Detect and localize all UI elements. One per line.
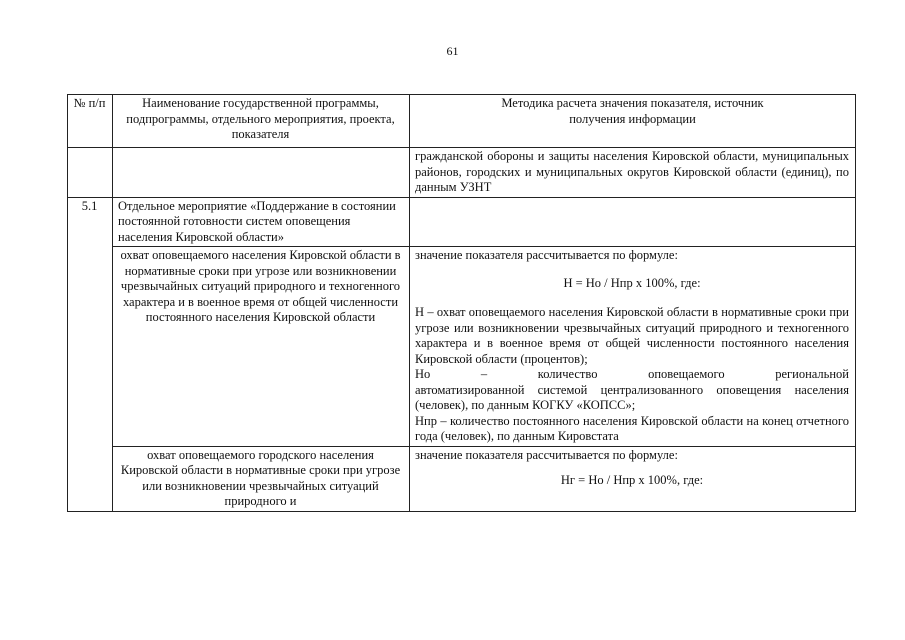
empty-cell — [68, 148, 113, 198]
continuation-text: гражданской обороны и защиты населения Кировской области, муниципальных районов, городских и муниципальных округов Кировской области (единиц), по данным УЗНТ — [410, 148, 856, 198]
indicator-1-method — [410, 247, 856, 447]
item-number: 5.1 — [68, 197, 113, 511]
indicator-1-name: охват оповещаемого населения Кировской области в нормативные сроки при угрозе или возникновении чрезвычайных ситуаций природного и техногенного характера и в военное время от общей численности постоянного населения Кировской области — [113, 247, 410, 447]
indicator-1-intro: значение показателя рассчитывается по формуле: — [415, 248, 678, 262]
indicator-2-name: охват оповещаемого городского населения Кировской области в нормативные сроки при угрозе или возникновении чрезвычайных ситуаций природного и — [113, 446, 410, 511]
indicator-1-formula: Н = Но / Нпр х 100%, где: — [563, 275, 701, 290]
header-name: Наименование государственной программы, подпрограммы, отдельного мероприятия, проекта, показателя — [113, 95, 410, 148]
indicator-1-def-h: Н – охват оповещаемого населения Кировской области в нормативные сроки при угрозе или возникновении чрезвычайных ситуаций природного и техногенного характера и в военное время от общей численности постоянного населения Кировской области (процентов); — [415, 305, 849, 366]
indicator-2-intro: значение показателя рассчитывается по формуле: — [415, 447, 678, 462]
table-row — [68, 247, 856, 447]
table-header-row — [68, 95, 856, 148]
empty-cell — [113, 148, 410, 198]
table-row — [68, 148, 856, 198]
indicator-2-formula: Нг = Но / Нпр х 100%, где: — [560, 473, 704, 487]
indicator-1-def-no-line1: Но – количество оповещаемого региональной — [415, 367, 849, 381]
table-row — [68, 197, 856, 247]
indicator-1-def-no-rest: автоматизированной системой централизованного оповещения населения (человек), по данным КОГКУ «КОПСС»; — [415, 382, 849, 412]
indicator-2-method — [410, 446, 856, 511]
header-number: № п/п — [68, 95, 113, 148]
indicator-table — [67, 94, 856, 512]
page-number: 61 — [446, 44, 459, 58]
item-name: Отдельное мероприятие «Поддержание в состоянии постоянной готовности систем оповещения населения Кировской области» — [113, 197, 410, 247]
header-method: Методика расчета значения показателя, источник получения информации — [410, 95, 856, 148]
indicator-1-def-npr: Нпр – количество постоянного населения Кировской области на конец отчетного года (человек), по данным Кировстата — [415, 413, 849, 443]
table-row — [68, 446, 856, 511]
empty-cell — [410, 197, 856, 247]
